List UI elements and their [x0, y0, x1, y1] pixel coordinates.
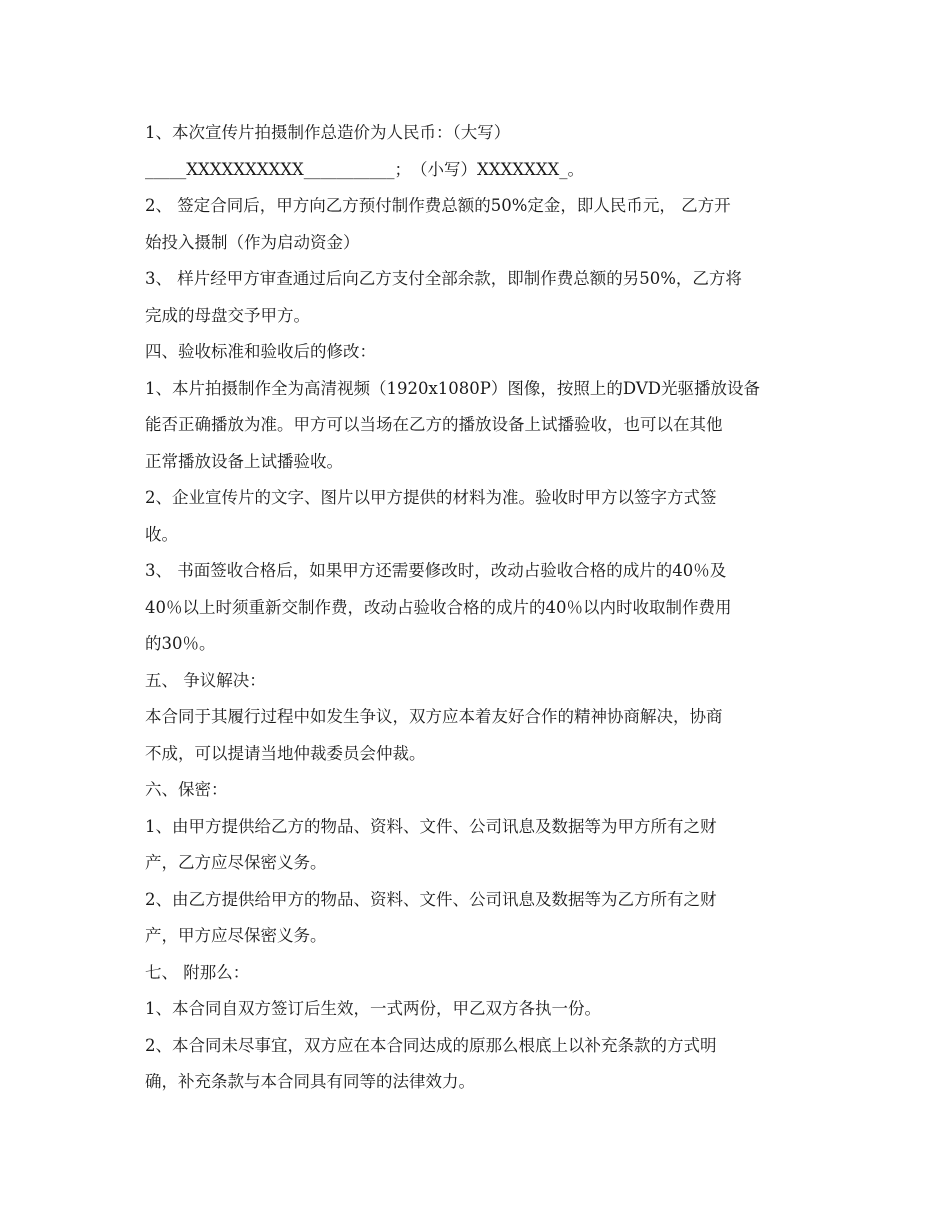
supplementary-clause-2-line-1: 2、本合同未尽事宜，双方应在本合同达成的原那么根底上以补充条款的方式明: [145, 1035, 717, 1055]
section-heading-dispute: 五、 争议解决：: [145, 670, 266, 690]
supplementary-clause-1: 1、本合同自双方签订后生效，一式两份，甲乙双方各执一份。: [145, 999, 601, 1018]
section-heading-supplementary: 七、 附那么：: [145, 962, 250, 982]
confidentiality-clause-1-line-2: 产，乙方应尽保密义务。: [145, 853, 327, 872]
supplementary-clause-2-line-2: 确，补充条款与本合同具有同等的法律效力。: [145, 1072, 475, 1091]
payment-clause-3-line-2: 完成的母盘交予甲方。: [145, 305, 310, 325]
confidentiality-clause-2-line-1: 2、由乙方提供给甲方的物品、资料、文件、公司讯息及数据等为乙方所有之财: [145, 889, 717, 909]
section-heading-confidentiality: 六、保密：: [145, 780, 228, 799]
payment-clause-2-line-1: 2、 签定合同后，甲方向乙方预付制作费总额的50%定金，即人民币元， 乙方开: [145, 196, 731, 215]
payment-clause-1-line-2: _____XXXXXXXXXX___________； （小写）XXXXXXX_。: [145, 159, 584, 179]
acceptance-clause-1-line-3: 正常播放设备上试播验收。: [145, 451, 343, 471]
confidentiality-clause-1-line-1: 1、由甲方提供给乙方的物品、资料、文件、公司讯息及数据等为甲方所有之财: [145, 816, 717, 836]
acceptance-clause-2-line-2: 收。: [145, 524, 178, 544]
acceptance-clause-1-line-2: 能否正确播放为准。甲方可以当场在乙方的播放设备上试播验收，也可以在其他: [145, 415, 723, 434]
acceptance-clause-2-line-1: 2、企业宣传片的文字、图片以甲方提供的材料为准。验收时甲方以签字方式签: [145, 488, 717, 507]
acceptance-clause-3-line-2: 40％以上时须重新交制作费，改动占验收合格的成片的40％以内时收取制作费用: [145, 597, 732, 617]
payment-clause-3-line-1: 3、 样片经甲方审查通过后向乙方支付全部余款，即制作费总额的另50%，乙方将: [145, 269, 742, 288]
confidentiality-clause-2-line-2: 产，甲方应尽保密义务。: [145, 926, 327, 945]
acceptance-clause-3-line-3: 的30％。: [145, 634, 216, 653]
dispute-paragraph-line-1: 本合同于其履行过程中如发生争议，双方应本着友好合作的精神协商解决，协商: [145, 707, 723, 726]
section-heading-acceptance: 四、验收标准和验收后的修改：: [145, 342, 376, 361]
acceptance-clause-1-line-1: 1、本片拍摄制作全为高清视频（1920x1080P）图像，按照上的DVD光驱播放设备: [145, 378, 760, 398]
payment-clause-1-line-1: 1、本次宣传片拍摄制作总造价为人民币：（大写）: [145, 123, 511, 142]
acceptance-clause-3-line-1: 3、 书面签收合格后，如果甲方还需要修改时，改动占验收合格的成片的40％及: [145, 561, 727, 580]
payment-clause-2-line-2: 始投入摄制（作为启动资金）: [145, 232, 360, 252]
dispute-paragraph-line-2: 不成，可以提请当地仲裁委员会仲裁。: [145, 743, 426, 763]
document-body: [145, 115, 815, 1101]
